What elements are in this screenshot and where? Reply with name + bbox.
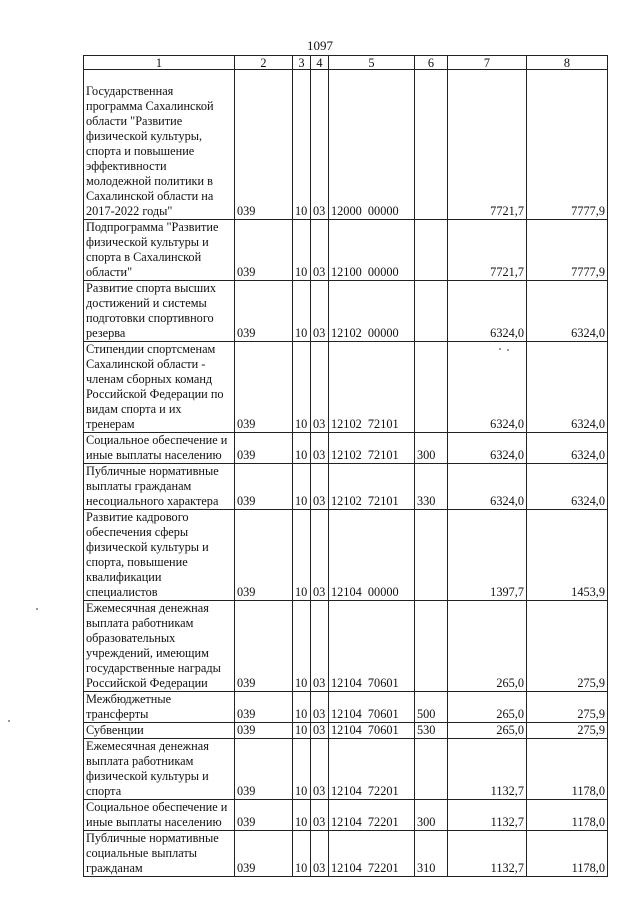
row-amount-year2: 6324,0 [527,342,608,433]
row-section-code: 10 [293,281,311,342]
row-subsection-code: 03 [311,464,329,510]
row-target-article: 12102 72101 [329,342,415,433]
row-target-article: 12104 70601 [329,601,415,692]
row-subsection-code: 03 [311,433,329,464]
row-subsection-code: 03 [311,510,329,601]
table-row [84,831,608,877]
scan-speck [499,348,501,350]
table-row [84,601,608,692]
row-target-article: 12102 72101 [329,464,415,510]
table-row [84,510,608,601]
row-name: Межбюджетные трансферты [84,692,235,723]
row-section-code: 10 [293,692,311,723]
column-header: 4 [311,56,329,70]
row-grbs-code: 039 [235,342,293,433]
scan-speck [36,608,38,610]
row-amount-year2: 6324,0 [527,433,608,464]
row-target-article: 12102 72101 [329,433,415,464]
row-subsection-code: 03 [311,723,329,739]
column-header: 8 [527,56,608,70]
row-grbs-code: 039 [235,800,293,831]
row-name: Субвенции [84,723,235,739]
row-amount-year2: 1453,9 [527,510,608,601]
row-section-code: 10 [293,831,311,877]
budget-table [83,55,608,877]
row-grbs-code: 039 [235,281,293,342]
row-amount-year2: 1178,0 [527,831,608,877]
row-grbs-code: 039 [235,220,293,281]
row-expense-type [415,220,448,281]
row-name: Публичные нормативные социальные выплаты гражданам [84,831,235,877]
row-name: Развитие кадрового обеспечения сферы физической культуры и спорта, повышение квалификации специалистов [84,510,235,601]
row-name: Государственная программа Сахалинской области "Развитие физической культуры, спорта и повышение эффективности молодежной политики в Сахалинской области на 2017-2022 годы" [84,70,235,220]
row-grbs-code: 039 [235,433,293,464]
row-expense-type: 300 [415,433,448,464]
row-expense-type [415,342,448,433]
row-target-article: 12104 70601 [329,723,415,739]
table-row [84,70,608,220]
row-section-code: 10 [293,464,311,510]
row-amount-year1: 6324,0 [448,342,527,433]
row-subsection-code: 03 [311,220,329,281]
row-target-article: 12000 00000 [329,70,415,220]
table-row [84,342,608,433]
row-grbs-code: 039 [235,831,293,877]
column-header: 6 [415,56,448,70]
table-row [84,723,608,739]
scan-speck [507,349,509,351]
row-section-code: 10 [293,739,311,800]
row-target-article: 12104 72201 [329,800,415,831]
row-grbs-code: 039 [235,601,293,692]
row-section-code: 10 [293,510,311,601]
row-amount-year2: 275,9 [527,692,608,723]
scan-speck [8,720,10,722]
row-expense-type: 500 [415,692,448,723]
row-section-code: 10 [293,220,311,281]
row-amount-year2: 7777,9 [527,220,608,281]
row-section-code: 10 [293,800,311,831]
row-subsection-code: 03 [311,281,329,342]
row-amount-year2: 6324,0 [527,464,608,510]
row-amount-year1: 6324,0 [448,433,527,464]
row-name: Социальное обеспечение и иные выплаты населению [84,800,235,831]
row-section-code: 10 [293,723,311,739]
row-grbs-code: 039 [235,464,293,510]
row-subsection-code: 03 [311,831,329,877]
row-section-code: 10 [293,70,311,220]
row-expense-type: 330 [415,464,448,510]
column-number-row [84,56,608,70]
row-target-article: 12102 00000 [329,281,415,342]
column-header: 5 [329,56,415,70]
row-amount-year2: 6324,0 [527,281,608,342]
row-name: Подпрограмма "Развитие физической культуры и спорта в Сахалинской области" [84,220,235,281]
row-expense-type [415,70,448,220]
row-grbs-code: 039 [235,692,293,723]
table-row [84,464,608,510]
row-name: Ежемесячная денежная выплата работникам образовательных учреждений, имеющим государственные награды Российской Федерации [84,601,235,692]
row-target-article: 12104 00000 [329,510,415,601]
row-expense-type [415,510,448,601]
row-expense-type [415,739,448,800]
row-amount-year1: 265,0 [448,601,527,692]
row-expense-type [415,601,448,692]
row-amount-year1: 1132,7 [448,831,527,877]
row-subsection-code: 03 [311,800,329,831]
row-grbs-code: 039 [235,723,293,739]
row-amount-year1: 7721,7 [448,220,527,281]
row-amount-year1: 1397,7 [448,510,527,601]
row-amount-year2: 7777,9 [527,70,608,220]
row-grbs-code: 039 [235,510,293,601]
row-amount-year1: 1132,7 [448,739,527,800]
row-amount-year1: 6324,0 [448,464,527,510]
row-expense-type [415,281,448,342]
table-row [84,692,608,723]
row-section-code: 10 [293,601,311,692]
row-subsection-code: 03 [311,70,329,220]
row-amount-year1: 265,0 [448,692,527,723]
row-amount-year1: 7721,7 [448,70,527,220]
row-section-code: 10 [293,433,311,464]
row-grbs-code: 039 [235,739,293,800]
row-amount-year2: 275,9 [527,723,608,739]
column-header: 2 [235,56,293,70]
table-row [84,220,608,281]
page-number: 1097 [307,38,333,53]
row-section-code: 10 [293,342,311,433]
row-amount-year2: 275,9 [527,601,608,692]
row-name: Публичные нормативные выплаты гражданам несоциального характера [84,464,235,510]
table-row [84,739,608,800]
row-expense-type: 300 [415,800,448,831]
row-grbs-code: 039 [235,70,293,220]
row-target-article: 12100 00000 [329,220,415,281]
row-amount-year2: 1178,0 [527,739,608,800]
row-subsection-code: 03 [311,342,329,433]
table-row [84,433,608,464]
row-amount-year2: 1178,0 [527,800,608,831]
column-header: 1 [84,56,235,70]
column-header: 3 [293,56,311,70]
column-header: 7 [448,56,527,70]
row-target-article: 12104 72201 [329,831,415,877]
row-expense-type: 530 [415,723,448,739]
row-target-article: 12104 70601 [329,692,415,723]
row-amount-year1: 265,0 [448,723,527,739]
row-name: Стипендии спортсменам Сахалинской области - членам сборных команд Российской Федерации по видам спорта и их тренерам [84,342,235,433]
row-amount-year1: 6324,0 [448,281,527,342]
row-name: Социальное обеспечение и иные выплаты населению [84,433,235,464]
row-amount-year1: 1132,7 [448,800,527,831]
row-subsection-code: 03 [311,739,329,800]
table-row [84,800,608,831]
row-target-article: 12104 72201 [329,739,415,800]
row-expense-type: 310 [415,831,448,877]
row-name: Развитие спорта высших достижений и системы подготовки спортивного резерва [84,281,235,342]
row-name: Ежемесячная денежная выплата работникам физической культуры и спорта [84,739,235,800]
row-subsection-code: 03 [311,601,329,692]
table-row [84,281,608,342]
row-subsection-code: 03 [311,692,329,723]
